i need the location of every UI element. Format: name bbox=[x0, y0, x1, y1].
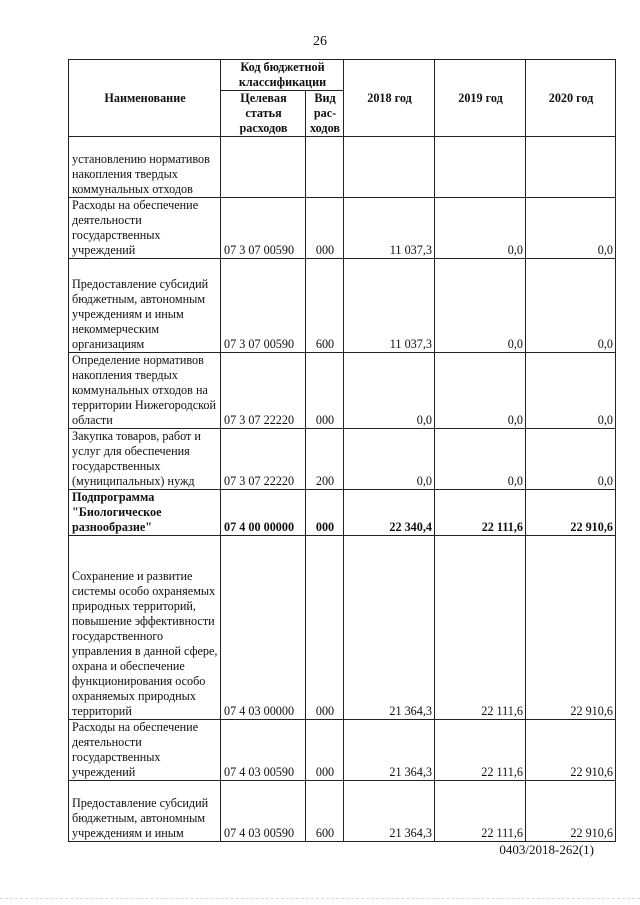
row-name: Закупка товаров, работ и услуг для обеспечения государственных (муниципальных) нужд bbox=[69, 429, 221, 490]
row-amount-2020: 0,0 bbox=[526, 259, 616, 353]
row-name: Предоставление субсидий бюджетным, автономным учреждениям и иным bbox=[69, 781, 221, 842]
header-kbk-group: Код бюджетной классификации bbox=[221, 60, 344, 91]
row-target-article: 07 3 07 00590 bbox=[221, 259, 306, 353]
row-name: Определение нормативов накопления твердых коммунальных отходов на территории Нижегородской области bbox=[69, 353, 221, 429]
row-amount-2019: 0,0 bbox=[435, 198, 526, 259]
document-code: 0403/2018-262(1) bbox=[499, 842, 594, 857]
row-amount-2020: 0,0 bbox=[526, 429, 616, 490]
table-row bbox=[69, 429, 616, 490]
row-expense-type: 000 bbox=[306, 490, 344, 536]
row-expense-type bbox=[306, 137, 344, 198]
row-amount-2020: 22 910,6 bbox=[526, 720, 616, 781]
row-target-article: 07 3 07 22220 bbox=[221, 353, 306, 429]
row-amount-2020: 22 910,6 bbox=[526, 536, 616, 720]
row-target-article bbox=[221, 137, 306, 198]
row-amount-2019: 22 111,6 bbox=[435, 720, 526, 781]
row-name: Подпрограмма "Биологическое разнообразие" bbox=[69, 490, 221, 536]
row-amount-2020: 0,0 bbox=[526, 353, 616, 429]
table-row bbox=[69, 720, 616, 781]
table-row bbox=[69, 536, 616, 720]
row-amount-2018: 21 364,3 bbox=[344, 536, 435, 720]
row-name: Расходы на обеспечение деятельности государственных учреждений bbox=[69, 720, 221, 781]
row-expense-type: 000 bbox=[306, 198, 344, 259]
row-amount-2018: 21 364,3 bbox=[344, 781, 435, 842]
row-name: Сохранение и развитие системы особо охраняемых природных территорий, повышение эффективности государственного управления в данной сфере, охрана и обеспечение функционирования особо охраняемых природных территорий bbox=[69, 536, 221, 720]
row-expense-type: 200 bbox=[306, 429, 344, 490]
header-2020: 2020 год bbox=[526, 60, 616, 137]
row-amount-2019: 22 111,6 bbox=[435, 536, 526, 720]
table-row bbox=[69, 353, 616, 429]
row-amount-2019: 0,0 bbox=[435, 353, 526, 429]
header-name: Наименование bbox=[69, 60, 221, 137]
row-name: Расходы на обеспечение деятельности государственных учреждений bbox=[69, 198, 221, 259]
header-expense-type: Вид рас-ходов bbox=[306, 91, 344, 137]
row-target-article: 07 3 07 22220 bbox=[221, 429, 306, 490]
row-amount-2020 bbox=[526, 137, 616, 198]
table-header bbox=[69, 60, 616, 137]
row-amount-2019: 0,0 bbox=[435, 259, 526, 353]
header-2018: 2018 год bbox=[344, 60, 435, 137]
row-target-article: 07 4 03 00590 bbox=[221, 781, 306, 842]
table-row bbox=[69, 198, 616, 259]
table-row bbox=[69, 259, 616, 353]
row-expense-type: 600 bbox=[306, 259, 344, 353]
header-2019: 2019 год bbox=[435, 60, 526, 137]
table-row bbox=[69, 781, 616, 842]
row-amount-2018: 21 364,3 bbox=[344, 720, 435, 781]
row-amount-2019: 22 111,6 bbox=[435, 490, 526, 536]
row-target-article: 07 4 03 00000 bbox=[221, 536, 306, 720]
row-amount-2020: 22 910,6 bbox=[526, 490, 616, 536]
row-amount-2018: 11 037,3 bbox=[344, 198, 435, 259]
row-name: установлению нормативов накопления твердых коммунальных отходов bbox=[69, 137, 221, 198]
row-amount-2019: 22 111,6 bbox=[435, 781, 526, 842]
budget-table bbox=[68, 59, 616, 842]
header-target-article: Целевая статья расходов bbox=[221, 91, 306, 137]
row-amount-2018: 11 037,3 bbox=[344, 259, 435, 353]
row-name: Предоставление субсидий бюджетным, автономным учреждениям и иным некоммерческим организациям bbox=[69, 259, 221, 353]
row-amount-2020: 0,0 bbox=[526, 198, 616, 259]
row-target-article: 07 4 00 00000 bbox=[221, 490, 306, 536]
row-amount-2020: 22 910,6 bbox=[526, 781, 616, 842]
row-target-article: 07 4 03 00590 bbox=[221, 720, 306, 781]
row-expense-type: 000 bbox=[306, 353, 344, 429]
row-expense-type: 000 bbox=[306, 720, 344, 781]
row-amount-2018: 0,0 bbox=[344, 353, 435, 429]
row-amount-2018: 22 340,4 bbox=[344, 490, 435, 536]
table-body bbox=[69, 137, 616, 842]
scan-edge bbox=[0, 898, 640, 905]
row-amount-2019 bbox=[435, 137, 526, 198]
table-row bbox=[69, 490, 616, 536]
row-expense-type: 600 bbox=[306, 781, 344, 842]
row-amount-2019: 0,0 bbox=[435, 429, 526, 490]
table-row bbox=[69, 137, 616, 198]
row-target-article: 07 3 07 00590 bbox=[221, 198, 306, 259]
row-amount-2018 bbox=[344, 137, 435, 198]
row-amount-2018: 0,0 bbox=[344, 429, 435, 490]
row-expense-type: 000 bbox=[306, 536, 344, 720]
page-number: 26 bbox=[313, 34, 327, 49]
